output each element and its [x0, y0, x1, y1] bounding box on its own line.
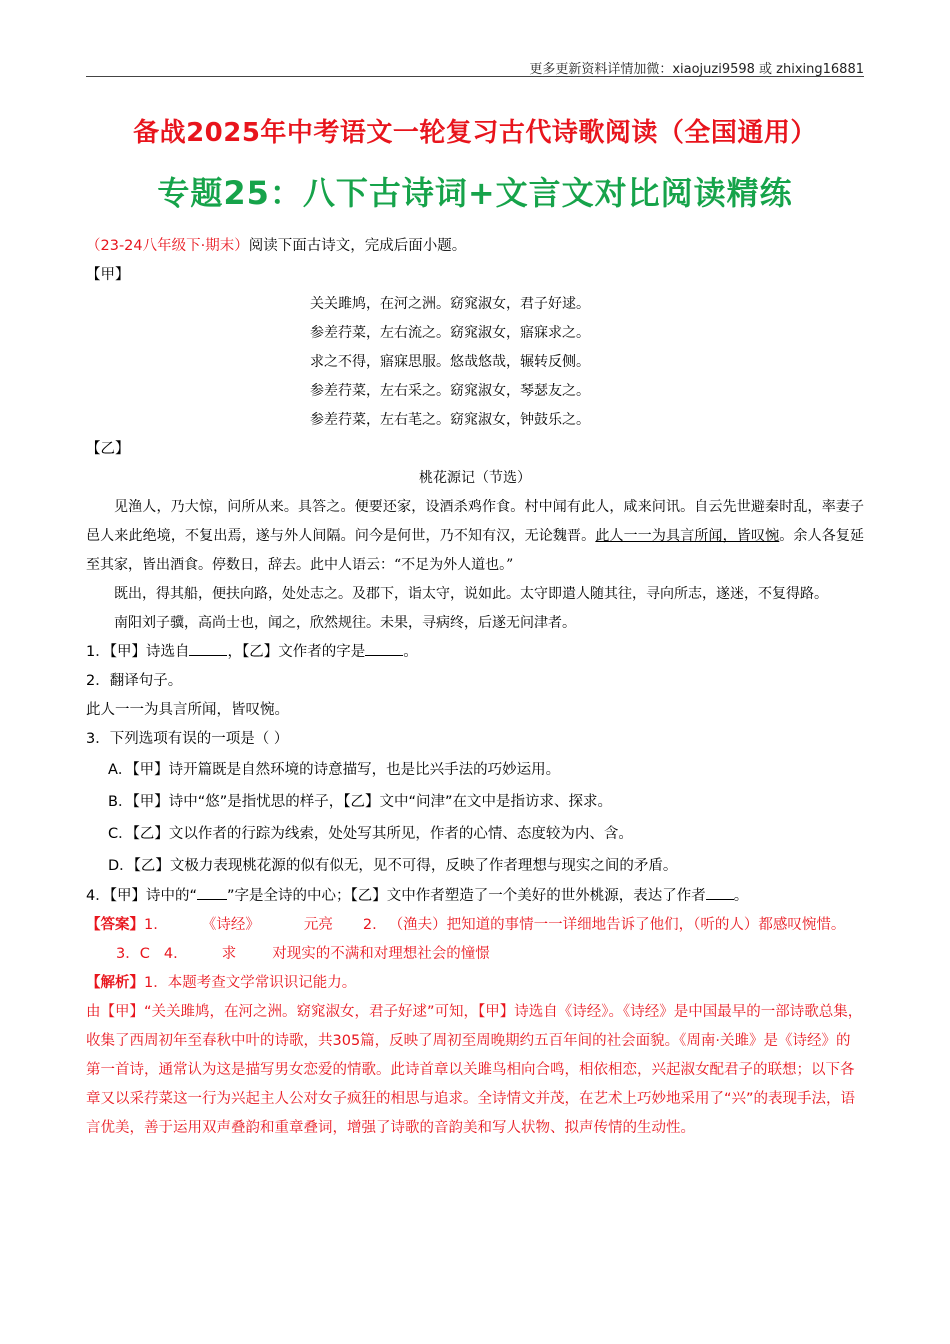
answer-blank: [706, 885, 734, 900]
poem-line: 关关雎鸠，在河之洲。窈窕淑女，君子好逑。: [310, 296, 590, 312]
main-title: 备战2025年中考语文一轮复习古代诗歌阅读（全国通用）: [133, 118, 817, 148]
part-a-label: 【甲】: [86, 267, 130, 283]
poem-guanju: [86, 290, 864, 435]
question-4: 4．【甲】诗中的“ ”字是全诗的中心；【乙】文中作者塑造了一个美好的世外桃源，表达了作者 。: [86, 882, 864, 911]
option-a: A．【甲】诗开篇既是自然环境的诗意描写，也是比兴手法的巧妙运用。: [108, 762, 561, 778]
analysis-body: 由【甲】“关关雎鸠，在河之洲。窈窕淑女，君子好逑”可知，【甲】诗选自《诗经》。《诗经》是中国最早的一部诗歌总集，收集了西周初年至春秋中叶的诗歌，共305篇，反映了周初至周晚期约五百年间的社会面貌。《周南·关雎》是《诗经》的第一首诗，通常认为这是描写男女恋爱的情歌。此诗首章以关雎鸟相向合鸣，相依相恋，兴起淑女配君子的联想；以下各章又以采荇菜这一行为兴起主人公对女子疯狂的相思与追求。全诗情文并茂，在艺术上巧妙地采用了“兴”的表现手法，语言优美，善于运用双声叠韵和重章叠词，增强了诗歌的音韵美和写人状物、拟声传情的生动性。: [86, 1004, 863, 1136]
header-contact-note: 更多更新资料详情加微：xiaojuzi9598 或 zhixing16881: [529, 62, 864, 77]
option-b: B．【甲】诗中“悠”是指忧思的样子，【乙】文中“问津”在文中是指访求、探求。: [108, 794, 612, 810]
intro-line: [86, 232, 864, 261]
prose-paragraph-1: 见渔人，乃大惊，问所从来。具答之。便要还家，设酒杀鸡作食。村中闻有此人，咸来问讯。自云先世避秦时乱，率妻子邑人来此绝境，不复出焉，遂与外人间隔。问今是何世，乃不知有汉，无论魏晋。此人一一为具言所闻，皆叹惋。余人各复延至其家，皆出酒食。停数日，辞去。此中人语云：“不足为外人道也。”: [86, 499, 865, 573]
source-tag: （23-24八年级下·期末）: [86, 238, 249, 254]
underlined-sentence: 此人一一为具言所闻，皆叹惋: [595, 528, 780, 544]
prose-paragraph-3: 南阳刘子骥，高尚士也，闻之，欣然规往。未果，寻病终，后遂无问津者。: [114, 615, 576, 631]
instruction-text: 阅读下面古诗文，完成后面小题。: [248, 238, 467, 254]
answer-blank: [197, 885, 227, 900]
poem-line: 求之不得，寤寐思服。悠哉悠哉，辗转反侧。: [310, 354, 590, 370]
analysis-label: 【解析】: [86, 975, 144, 991]
header-divider: [86, 76, 864, 77]
question-1: 1．【甲】诗选自 ，【乙】文作者的字是 。: [86, 638, 864, 667]
question-2-sentence: 此人一一为具言所闻，皆叹惋。: [86, 702, 289, 718]
poem-line: 参差荇菜，左右芼之。窈窕淑女，钟鼓乐之。: [310, 412, 590, 428]
question-2: 2．翻译句子。: [86, 673, 183, 689]
topic-title: 专题25：八下古诗词+文言文对比阅读精练: [157, 174, 793, 212]
option-d: D．【乙】文极力表现桃花源的似有似无，见不可得，反映了作者理想与现实之间的矛盾。: [108, 858, 678, 874]
poem-line: 参差荇菜，左右流之。窈窕淑女，寤寐求之。: [310, 325, 590, 341]
prose-paragraph-2: 既出，得其船，便扶向路，处处志之。及郡下，诣太守，说如此。太守即遣人随其往，寻向所志，遂迷，不复得路。: [114, 586, 828, 602]
poem-line: 参差荇菜，左右采之。窈窕淑女，琴瑟友之。: [310, 383, 590, 399]
answer-label: 【答案】: [86, 917, 144, 933]
option-c: C．【乙】文以作者的行踪为线索，处处写其所见，作者的心情、态度较为内、含。: [108, 826, 633, 842]
answer-blank: [189, 641, 227, 656]
analysis-lead: 【解析】1．本题考查文学常识识记能力。: [86, 975, 357, 991]
prose-title: 桃花源记（节选）: [419, 470, 531, 486]
answer-blank: [365, 641, 403, 656]
document-body: [86, 232, 864, 1143]
part-b-label: 【乙】: [86, 441, 130, 457]
question-3: 3．下列选项有误的一项是（ ）: [86, 731, 289, 747]
answer-block: 【答案】1. 《诗经》 元亮 2. （渔夫）把知道的事情一一详细地告诉了他们，（听的人）都感叹惋惜。3．C 4. 求 对现实的不满和对理想社会的憧憬: [86, 917, 846, 962]
